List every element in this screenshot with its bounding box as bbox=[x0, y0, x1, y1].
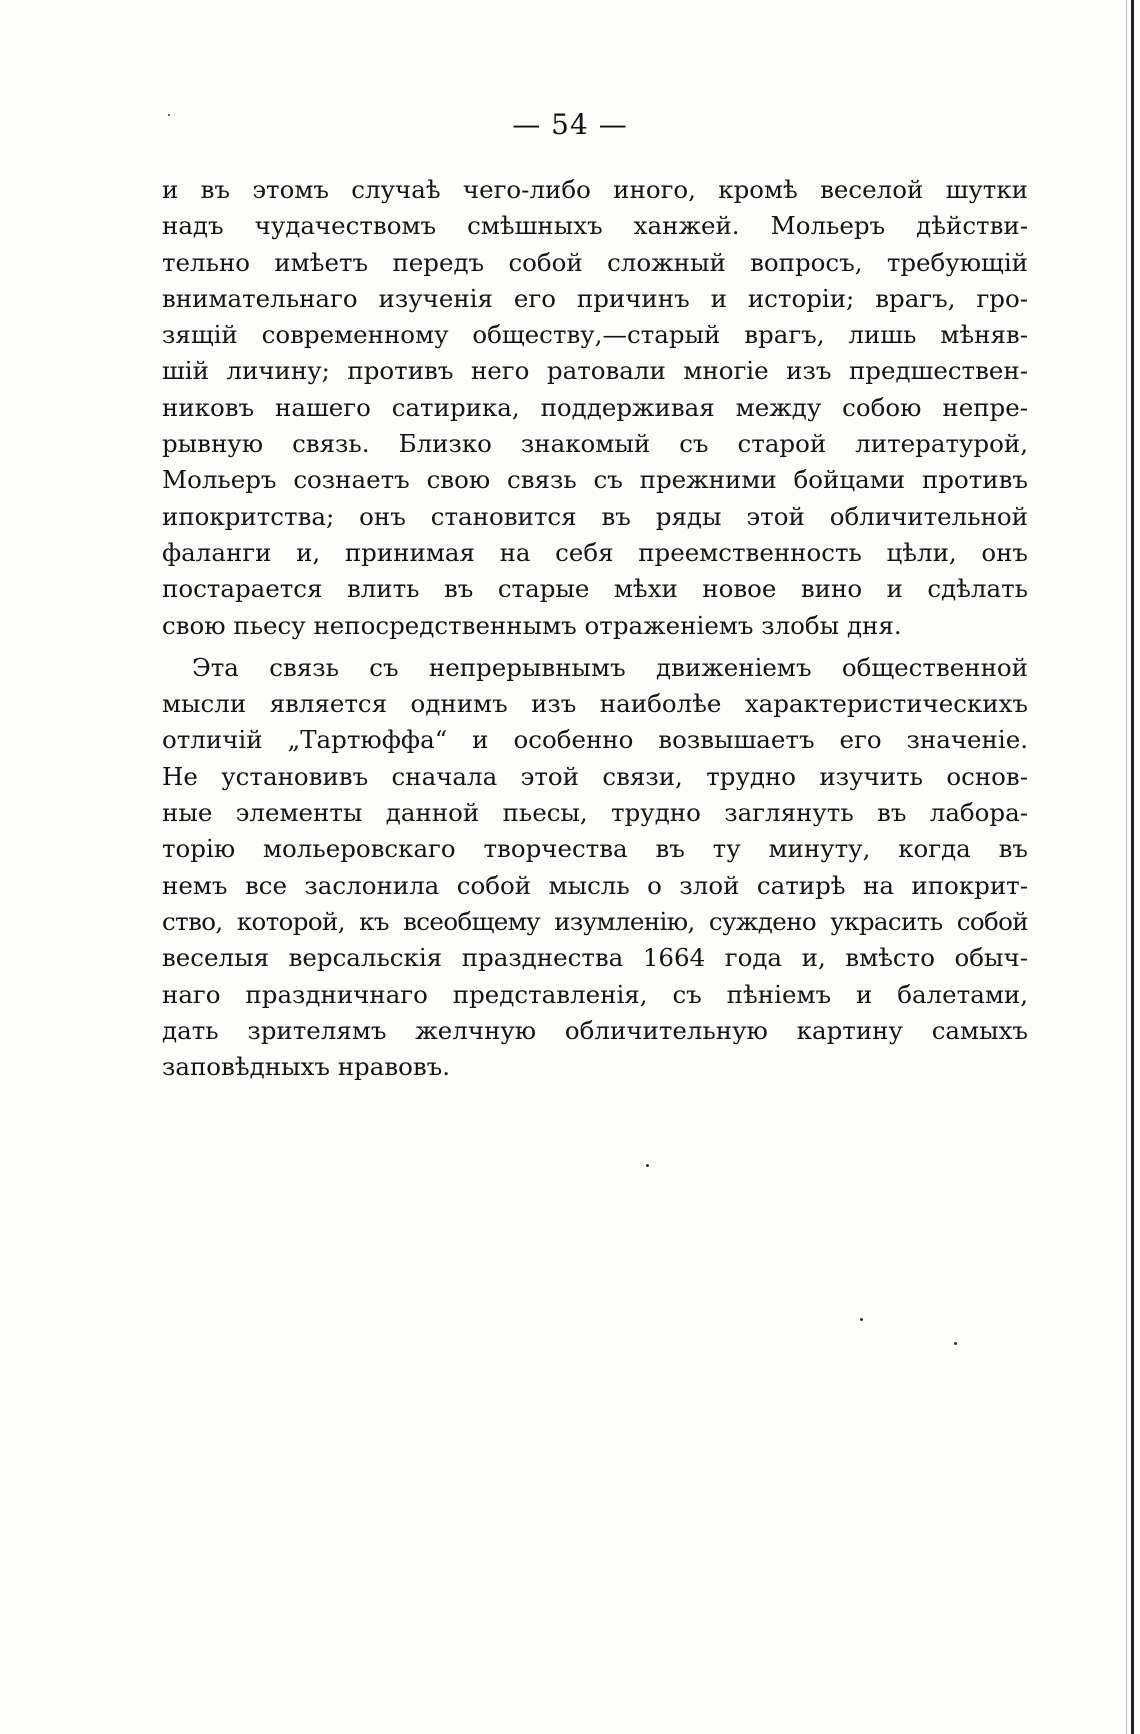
text-line: шій личину; противъ него ратовали многіе изъ предшествен- bbox=[162, 356, 1028, 386]
text-line: рывную связь. Близко знакомый съ старой литературой, bbox=[162, 429, 1028, 459]
text-line: тельно имѣетъ передъ собой сложный вопросъ, требующій bbox=[162, 247, 1028, 277]
text-line: мысли является однимъ изъ наиболѣе характеристическихъ bbox=[162, 689, 1028, 719]
text-line: и въ этомъ случаѣ чего-либо иного, кромѣ веселой шутки bbox=[162, 175, 1028, 204]
text-line: ные элементы данной пьесы, трудно заглянуть въ лабора- bbox=[162, 798, 1028, 828]
print-speck bbox=[954, 1342, 957, 1345]
text-line: дать зрителямъ желчную обличительную картину самыхъ bbox=[162, 1015, 1028, 1045]
page-edge-line bbox=[1126, 0, 1127, 1734]
text-line: наго праздничнаго представленія, съ пѣніемъ и балетами, bbox=[162, 979, 1028, 1009]
text-line: веселыя версальскія празднества 1664 года и, вмѣсто обыч- bbox=[162, 943, 1028, 973]
text-line: заповѣдныхъ нравовъ. bbox=[162, 1052, 451, 1082]
text-line: внимательнаго изученія его причинъ и исторіи; врагъ, гро- bbox=[162, 283, 1028, 313]
print-speck bbox=[860, 1318, 863, 1321]
page-number: — 54 — bbox=[512, 108, 628, 141]
paragraph-2 bbox=[162, 650, 1028, 1086]
text-line: ипокритства; онъ становится въ ряды этой обличительной bbox=[162, 501, 1028, 531]
text-line: свою пьесу непосредственнымъ отраженіемъ злобы дня. bbox=[162, 610, 902, 640]
text-line: зящій современному обществу,—старый врагъ, лишь мѣняв- bbox=[162, 320, 1028, 350]
text-line: постарается влить въ старые мѣхи новое вино и сдѣлать bbox=[162, 574, 1028, 604]
text-line: Эта связь съ непрерывнымъ движеніемъ общественной bbox=[192, 652, 1028, 682]
text-line: торію мольеровскаго творчества въ ту минуту, когда въ bbox=[162, 834, 1028, 864]
text-line: немъ все заслонила собой мысль о злой сатирѣ на ипокрит- bbox=[162, 870, 1028, 900]
text-line: Не установивъ сначала этой связи, трудно изучить основ- bbox=[162, 761, 1028, 791]
text-line: отличій „Тартюффа“ и особенно возвышаетъ его значеніе. bbox=[162, 725, 1028, 755]
text-line: Мольеръ сознаетъ свою связь съ прежними бойцами противъ bbox=[162, 465, 1028, 495]
print-speck bbox=[646, 1164, 649, 1167]
text-line: надъ чудачествомъ смѣшныхъ ханжей. Мольеръ дѣйстви- bbox=[162, 211, 1028, 241]
text-line: ство, которой, къ всеобщему изумленію, суждено украсить собой bbox=[162, 906, 1028, 936]
body-text bbox=[162, 172, 1028, 1085]
page-edge-shadow bbox=[1131, 0, 1134, 1734]
print-speck bbox=[168, 114, 170, 116]
text-line: никовъ нашего сатирика, поддерживая между собою непре- bbox=[162, 392, 1028, 422]
text-line: фаланги и, принимая на себя преемственность цѣли, онъ bbox=[162, 537, 1028, 567]
paragraph-1 bbox=[162, 172, 1028, 644]
